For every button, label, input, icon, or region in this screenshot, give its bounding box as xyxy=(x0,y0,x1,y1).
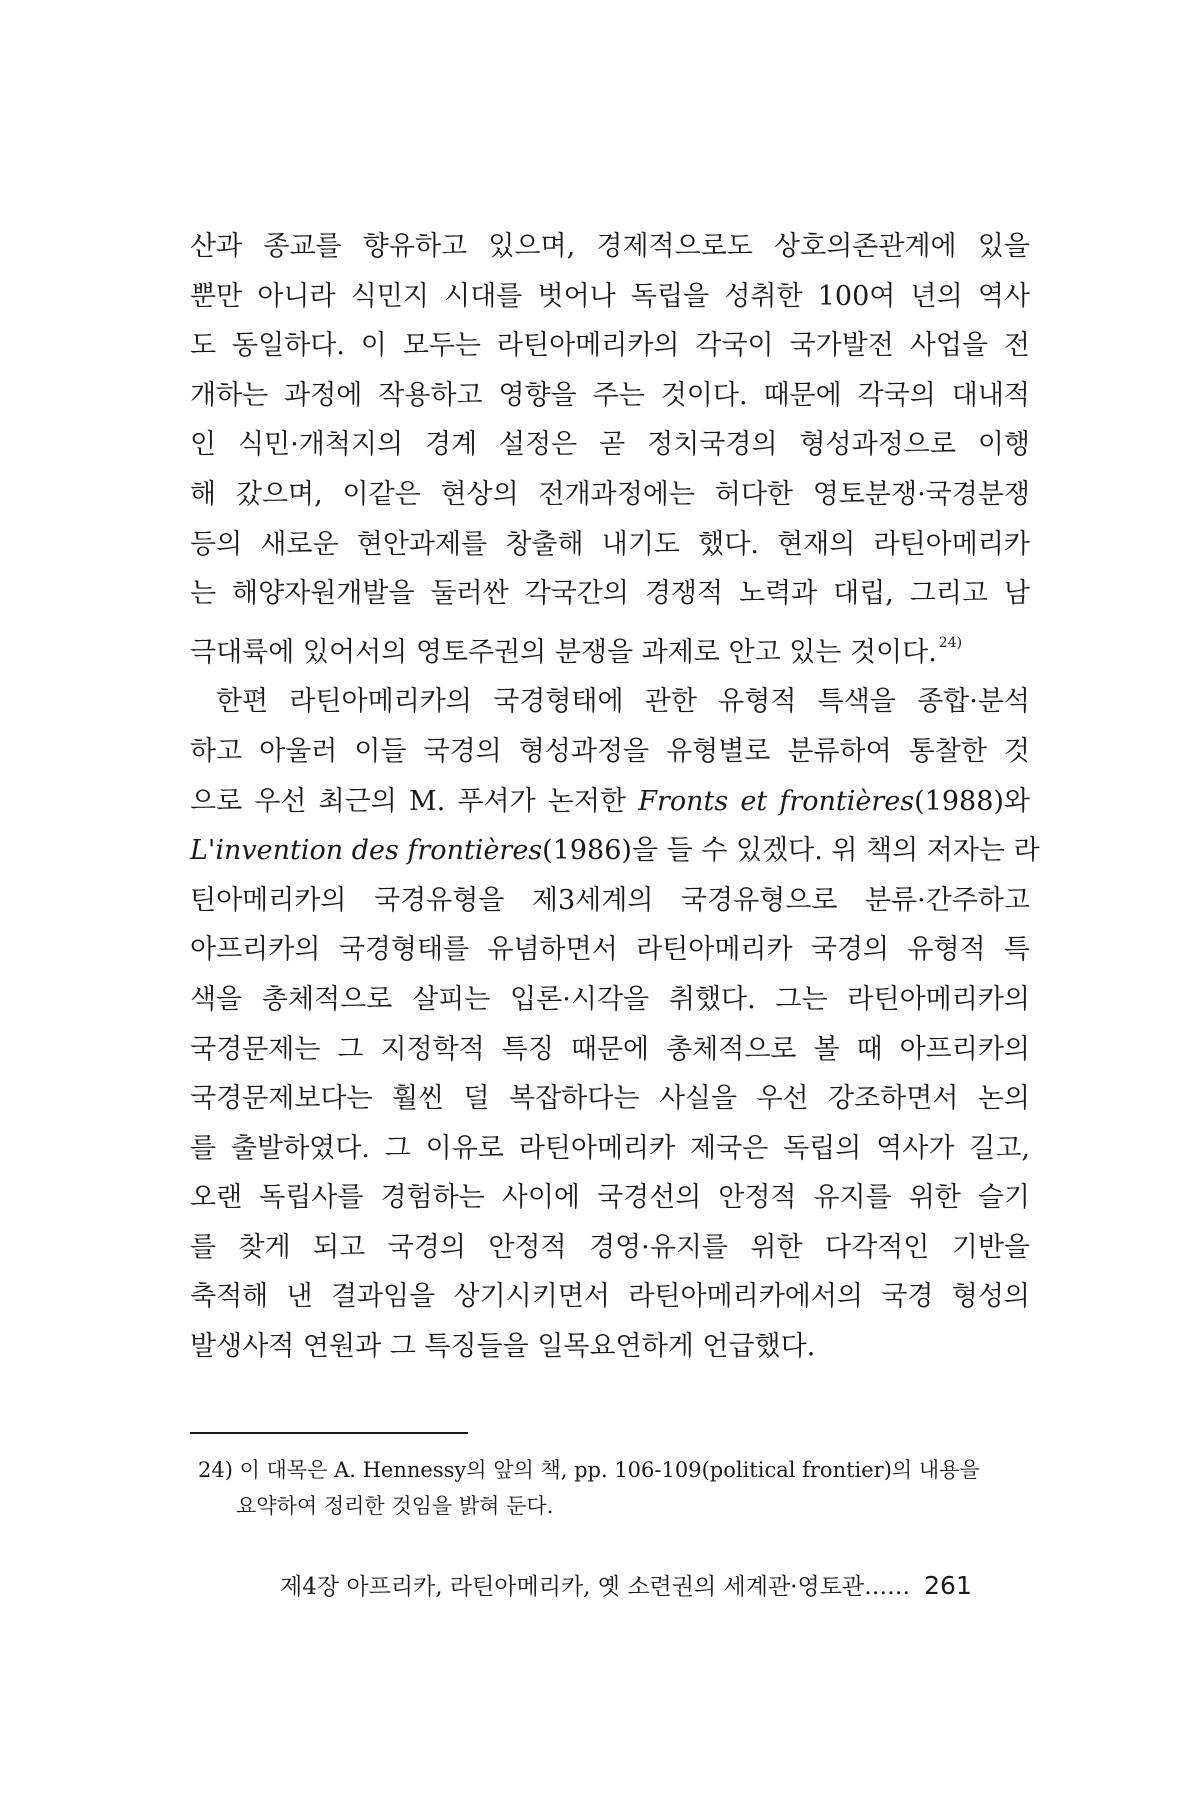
running-footer xyxy=(280,1568,1035,1601)
text-line: 색을 총체적으로 살피는 입론·시각을 취했다. 그는 라틴아메리카의 xyxy=(190,983,1030,1015)
text-line: 국경문제는 그 지정학적 특징 때문에 총체적으로 볼 때 아프리카의 xyxy=(190,1033,1030,1065)
text-line: 등의 새로운 현안과제를 창출해 내기도 했다. 현재의 라틴아메리카 xyxy=(190,528,1030,560)
text-segment: 으로 우선 최근의 M. 푸셔가 논저한 xyxy=(190,785,639,817)
text-line: 국경문제보다는 훨씬 덜 복잡하다는 사실을 우선 강조하면서 논의 xyxy=(190,1083,1030,1115)
text-segment: (1986)을 들 수 있겠다. 위 책의 저자는 라 xyxy=(542,835,1040,867)
footnote-line: 24) 이 대목은 A. Hennessy의 앞의 책, pp. 106-109(political frontier)의 내용을 xyxy=(198,1458,980,1482)
text-line xyxy=(190,826,1040,876)
footnote xyxy=(198,1452,1033,1524)
footnote-reference[interactable]: 24) xyxy=(938,634,963,651)
text-segment: (1988)와 xyxy=(914,785,1030,817)
text-line: 하고 아울러 이들 국경의 형성과정을 유형별로 분류하여 통찰한 것 xyxy=(190,735,1030,767)
text-line: 축적해 낸 결과임을 상기시키면서 라틴아메리카에서의 국경 형성의 xyxy=(190,1281,1030,1313)
text-line-content: 극대륙에 있어서의 영토주권의 분쟁을 과제로 안고 있는 것이다. xyxy=(190,636,937,668)
paragraph-1 xyxy=(190,222,1030,677)
text-line: 뿐만 아니라 식민지 시대를 벗어나 독립을 성취한 100여 년의 역사 xyxy=(190,280,1030,312)
text-line: 를 출발하였다. 그 이유로 라틴아메리카 제국은 독립의 역사가 길고, xyxy=(190,1132,1030,1164)
text-line: 틴아메리카의 국경유형을 제3세계의 국경유형으로 분류·간주하고 xyxy=(190,884,1030,916)
footnote-divider xyxy=(190,1432,468,1434)
text-line: 는 해양자원개발을 둘러싼 각국간의 경쟁적 노력과 대립, 그리고 남 xyxy=(190,578,1030,610)
paragraph-2 xyxy=(190,677,1040,1371)
book-title-invention: L'invention des frontières xyxy=(190,835,543,867)
text-line: 개하는 과정에 작용하고 영향을 주는 것이다. 때문에 각국의 대내적 xyxy=(190,379,1030,411)
text-line: 한편 라틴아메리카의 국경형태에 관한 유형적 특색을 종합·분석 xyxy=(216,686,1030,718)
text-line: 해 갔으며, 이같은 현상의 전개과정에는 허다한 영토분쟁·국경분쟁 xyxy=(190,478,1030,510)
text-line: 오랜 독립사를 경험하는 사이에 국경선의 안정적 유지를 위한 슬기 xyxy=(190,1182,1030,1214)
book-title-fronts: Fronts et frontières xyxy=(638,785,915,817)
text-line: 도 동일하다. 이 모두는 라틴아메리카의 각국이 국가발전 사업을 전 xyxy=(190,330,1030,362)
text-line: 발생사적 연원과 그 특징들을 일목요연하게 언급했다. xyxy=(190,1331,816,1363)
footnote-line: 요약하여 정리한 것임을 밝혀 둔다. xyxy=(236,1494,554,1518)
text-line xyxy=(190,777,1030,827)
text-line: 를 찾게 되고 국경의 안정적 경영·유지를 위한 다각적인 기반을 xyxy=(190,1231,1030,1263)
chapter-title: 제4장 아프리카, 라틴아메리카, 옛 소련권의 세계관·영토관…… xyxy=(280,1574,911,1600)
text-line: 아프리카의 국경형태를 유념하면서 라틴아메리카 국경의 유형적 특 xyxy=(190,934,1030,966)
body-text xyxy=(190,222,1040,1372)
page-number: 261 xyxy=(924,1571,972,1600)
text-line: 인 식민·개척지의 경계 설정은 곧 정치국경의 형성과정으로 이행 xyxy=(190,429,1030,461)
text-line xyxy=(190,619,1030,678)
text-line: 산과 종교를 향유하고 있으며, 경제적으로도 상호의존관계에 있을 xyxy=(190,231,1030,262)
